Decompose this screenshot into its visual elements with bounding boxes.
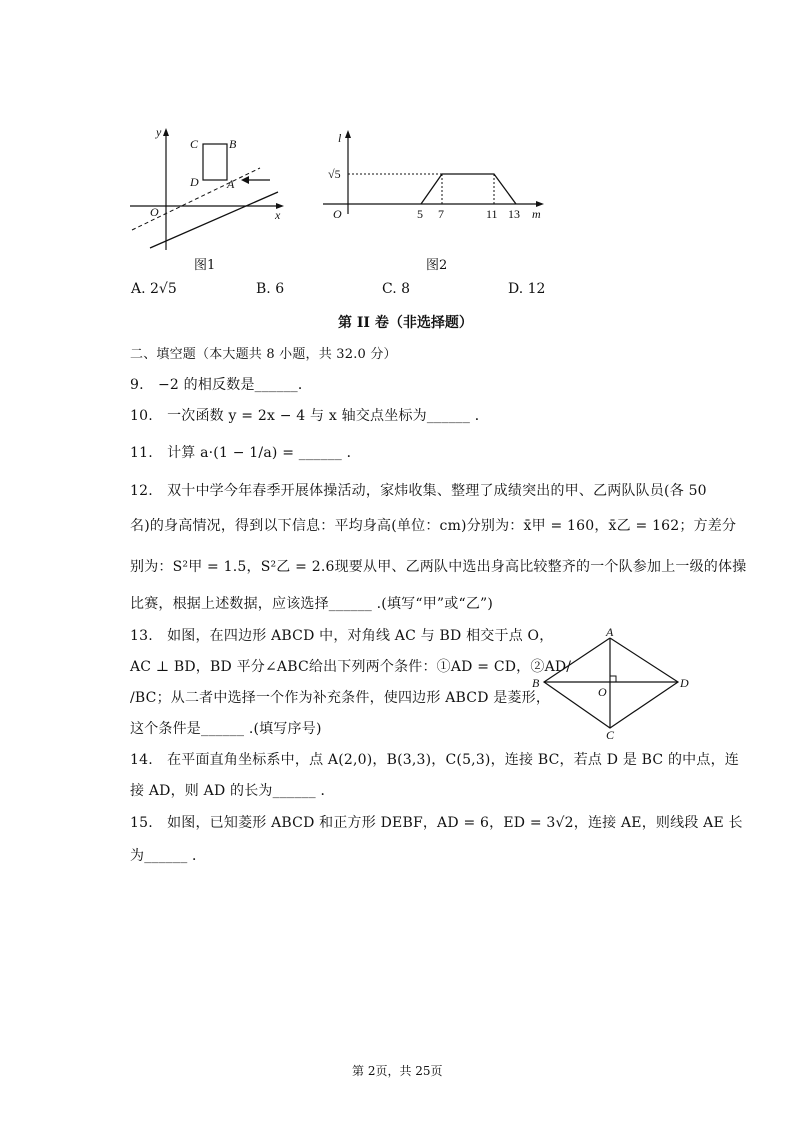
fig1-label-o: O (150, 205, 159, 219)
option-a: A. 2√5 (131, 281, 177, 297)
figure-1 (120, 120, 290, 250)
question-12-line4: 比赛，根据上述数据，应该选择______ .(填写“甲”或“乙”) (130, 596, 494, 612)
question-12-line2: 名)的身高情况，得到以下信息：平均身高(单位：cm)分别为：x̄甲 = 160，x̄乙 = 162；方差分 (130, 518, 737, 534)
solid-line (150, 192, 278, 248)
fig2-label-o: O (333, 207, 342, 221)
rhombus-label-a: A (606, 625, 614, 639)
option-b: B. 6 (256, 281, 285, 297)
option-d: D. 12 (508, 281, 546, 297)
rhombus-label-c: C (606, 728, 615, 740)
figure-2 (318, 128, 548, 228)
rhombus-abcd (544, 638, 678, 728)
page-footer: 第 2页，共 25页 (352, 1064, 443, 1078)
question-15-line1: 15. 如图，已知菱形 ABCD 和正方形 DEBF，AD = 6，ED = 3√2，连接 AE，则线段 AE 长 (130, 815, 743, 831)
rhombus-figure (528, 624, 696, 740)
question-13-line3: /BC；从二者中选择一个作为补充条件，使四边形 ABCD 是菱形， (130, 690, 551, 706)
fig2-graph (421, 174, 516, 204)
right-angle-mark (610, 676, 616, 682)
fig2-label-l: l (338, 131, 342, 145)
rectangle-abcd (203, 144, 227, 180)
fig2-tick-13: 13 (508, 207, 520, 221)
question-13-line2: AC ⊥ BD，BD 平分∠ABC给出下列两个条件：①AD = CD，②AD/ (130, 659, 572, 675)
fig1-label-b: B (229, 137, 237, 151)
fig1-label-c: C (190, 137, 199, 151)
rhombus-label-d: D (680, 676, 689, 690)
fig1-label-y: y (156, 125, 162, 139)
part-title: 第 II 卷（非选择题） (338, 315, 473, 331)
fig2-tick-7: 7 (438, 207, 444, 221)
question-12-line1: 12. 双十中学今年春季开展体操活动，家炜收集、整理了成绩突出的甲、乙两队队员(各 50 (130, 483, 707, 499)
question-14-line2: 接 AD，则 AD 的长为______ ． (130, 783, 335, 799)
question-10: 10. 一次函数 y = 2x − 4 与 x 轴交点坐标为______ ． (130, 408, 489, 424)
question-12-line3: 别为：S²甲 = 1.5，S²乙 = 2.6现要从甲、乙两队中选出身高比较整齐的一个队参加上一级的体操 (130, 559, 747, 575)
question-9: 9. −2 的相反数是______． (130, 377, 313, 393)
figure-2-caption: 图2 (426, 258, 448, 273)
option-c: C. 8 (382, 281, 411, 297)
fig1-label-x: x (275, 208, 281, 222)
fig2-label-sqrt5: √5 (328, 167, 341, 181)
fig2-label-m: m (532, 207, 541, 221)
question-15-line2: 为______ ． (130, 848, 207, 864)
rhombus-label-b: B (532, 676, 540, 690)
question-13-line4: 这个条件是______ .(填写序号) (130, 721, 322, 737)
figure-1-caption: 图1 (194, 258, 216, 273)
fig1-label-d: D (190, 175, 199, 189)
question-11: 11. 计算 a·(1 − 1/a) = ______ ． (130, 445, 361, 461)
fig1-label-a: A (227, 177, 235, 191)
section-title: 二、填空题（本大题共 8 小题，共 32.0 分） (130, 347, 397, 362)
rhombus-label-o: O (598, 685, 607, 699)
question-13-line1: 13. 如图，在四边形 ABCD 中，对角线 AC 与 BD 相交于点 O， (130, 628, 554, 644)
fig2-tick-5: 5 (417, 207, 423, 221)
question-14-line1: 14. 在平面直角坐标系中，点 A(2,0)，B(3,3)，C(5,3)，连接 BC，若点 D 是 BC 的中点，连 (130, 752, 739, 768)
fig2-tick-11: 11 (486, 207, 498, 221)
